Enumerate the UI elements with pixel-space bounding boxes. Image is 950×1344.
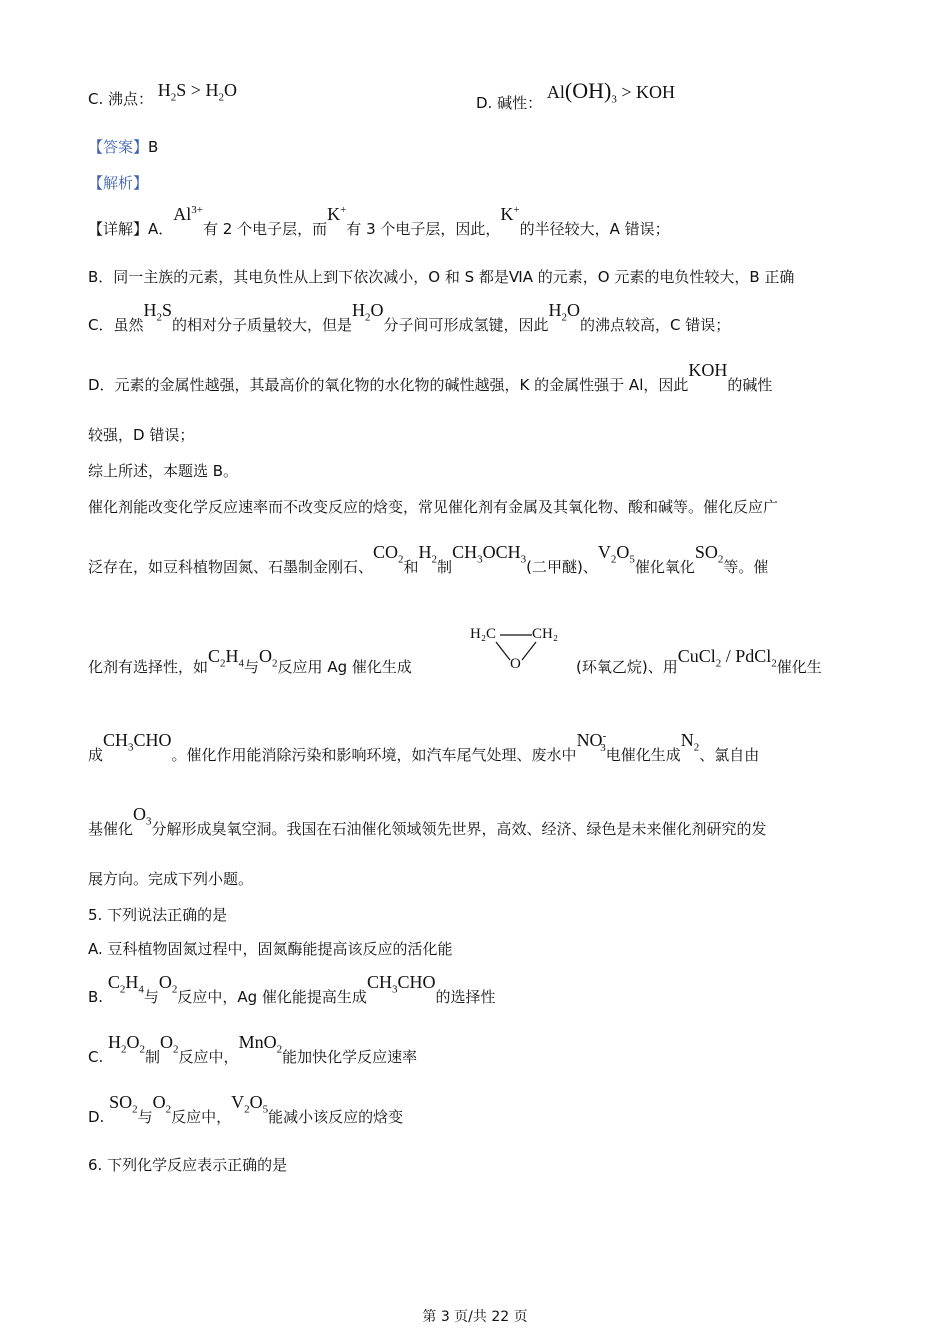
formula-h2o-2: $H_2O$ bbox=[548, 300, 581, 324]
formula-v2o5: $V_2O_5$ bbox=[597, 542, 635, 566]
q5-option-b: B. $C_2H_4$与$O_2$反应中，Ag 催化能提高生成$CH_3CHO$的选择性 bbox=[88, 972, 496, 1006]
formula-ch3cho-b: $CH_3CHO$ bbox=[366, 972, 436, 996]
formula-koh: KOH bbox=[688, 360, 728, 380]
formula-h2o: $H_2O$ bbox=[352, 300, 384, 324]
q5-option-a: A. 豆科植物固氮过程中，固氮酶能提高该反应的活化能 bbox=[88, 940, 453, 958]
formula-n2: $N_2$ bbox=[680, 730, 700, 754]
detail-c: C．虽然$H_2S$的相对分子质量较大，但是$H_2O$分子间可形成氢键，因此$H_2O$的沸点较高，C 错误； bbox=[88, 300, 731, 334]
detail-summary: 综上所述，本题选 B。 bbox=[88, 462, 239, 480]
option-d-top: D. 碱性： $Al(OH)_3$ > KOH bbox=[476, 78, 675, 112]
formula-h2: $H_2$ bbox=[418, 542, 438, 566]
formula-v2o5-d: $V_2O_5$ bbox=[231, 1092, 269, 1116]
passage-line-5: 基催化$O_3$分解形成臭氧空洞。我国在石油催化领域领先世界，高效、经济、绿色是未来催化剂研究的发 bbox=[88, 804, 767, 838]
analysis-tag: 【解析】 bbox=[88, 174, 149, 192]
formula-o3: $O_3$ bbox=[133, 804, 152, 828]
ethylene-oxide-structure bbox=[466, 622, 566, 678]
q5-option-c: C. $H_2O_2$制$O_2$反应中，MnO$_2$能加快化学反应速率 bbox=[88, 1032, 418, 1066]
formula-o2-c: $O_2$ bbox=[160, 1032, 179, 1056]
formula-co2: $CO_2$ bbox=[373, 542, 404, 566]
formula-no3: $NO^-_3$ bbox=[576, 730, 607, 754]
formula-aloh3-koh: $Al(OH)_3$ > KOH bbox=[546, 78, 675, 106]
oxide-left-ch2: H₂C bbox=[470, 626, 497, 642]
passage-line-3b: (环氧乙烷)、用CuCl$_2$ / PdCl$_2$催化生 bbox=[576, 646, 822, 676]
formula-so2: $SO_2$ bbox=[694, 542, 724, 566]
formula-h2s: $H_2S$ bbox=[143, 300, 172, 324]
formula-so2-d: $SO_2$ bbox=[109, 1092, 138, 1116]
q5-stem: 5. 下列说法正确的是 bbox=[88, 906, 228, 924]
formula-o2: $O_2$ bbox=[259, 646, 278, 670]
detail-a: 【详解】A．$Al^{3+}$有 2 个电子层，而K+有 3 个电子层，因此，K+的半径较大，A 错误； bbox=[88, 204, 670, 238]
passage-line-2: 泛存在，如豆科植物固氮、石墨制金刚石、$CO_2$和$H_2$制$CH_3OCH_3$(二甲醚)、$V_2O_5$催化氧化$SO_2$等。催 bbox=[88, 542, 769, 576]
passage-line-1: 催化剂能改变化学反应速率而不改变反应的焓变，常见催化剂有金属及其氧化物、酸和碱等。催化反应广 bbox=[88, 498, 779, 516]
formula-cucl2-pdcl2: CuCl$_2$ / PdCl$_2$ bbox=[677, 646, 777, 670]
formula-c2h4-b: $C_2H_4$ bbox=[107, 972, 144, 996]
passage-line-3: 化剂有选择性，如$C_2H_4$与$O_2$反应用 Ag 催化生成 bbox=[88, 646, 412, 676]
formula-k: K+ bbox=[327, 204, 347, 224]
formula-o2-b: $O_2$ bbox=[158, 972, 178, 996]
page-footer: 第 3 页/共 22 页 bbox=[422, 1309, 528, 1325]
formula-o2-d: $O_2$ bbox=[152, 1092, 172, 1116]
formula-h2o2: $H_2O_2$ bbox=[108, 1032, 146, 1056]
formula-ch3cho: $CH_3CHO$ bbox=[103, 730, 172, 754]
oxide-bonds bbox=[466, 622, 566, 678]
formula-k2: K+ bbox=[500, 204, 520, 224]
detail-d: D．元素的金属性越强，其最高价的氧化物的水化物的碱性越强，K 的金属性强于 Al，因此KOH的碱性 bbox=[88, 360, 773, 394]
q6-stem: 6. 下列化学反应表示正确的是 bbox=[88, 1156, 288, 1174]
formula-ch3och3: $CH_3OCH_3$ bbox=[452, 542, 527, 566]
formula-mno2: MnO$_2$ bbox=[238, 1032, 283, 1056]
detail-b: B．同一主族的元素，其电负性从上到下依次减小，O 和 S 都是ⅥA 的元素，O 元素的电负性较大，B 正确 bbox=[88, 268, 795, 286]
oxide-right-ch2: CH₂ bbox=[532, 626, 559, 642]
passage-line-4: 成$CH_3CHO$。催化作用能消除污染和影响环境，如汽车尾气处理、废水中$NO^-_3$电催化生成$N_2$、氯自由 bbox=[88, 730, 760, 764]
detail-d-cont: 较强，D 错误； bbox=[88, 426, 195, 444]
option-c-top: C. 沸点： $H_2S > H_2O$ bbox=[88, 80, 237, 108]
answer-line: 【答案】B bbox=[88, 138, 159, 156]
formula-h2s-h2o: $H_2S > H_2O$ bbox=[157, 80, 237, 104]
q5-option-d: D. $SO_2$与$O_2$反应中，$V_2O_5$能减小该反应的焓变 bbox=[88, 1092, 404, 1126]
formula-c2h4: $C_2H_4$ bbox=[208, 646, 245, 670]
formula-al3: $Al^{3+}$ bbox=[173, 204, 203, 224]
passage-line-6: 展方向。完成下列小题。 bbox=[88, 870, 254, 888]
oxide-oxygen: O bbox=[510, 656, 521, 672]
